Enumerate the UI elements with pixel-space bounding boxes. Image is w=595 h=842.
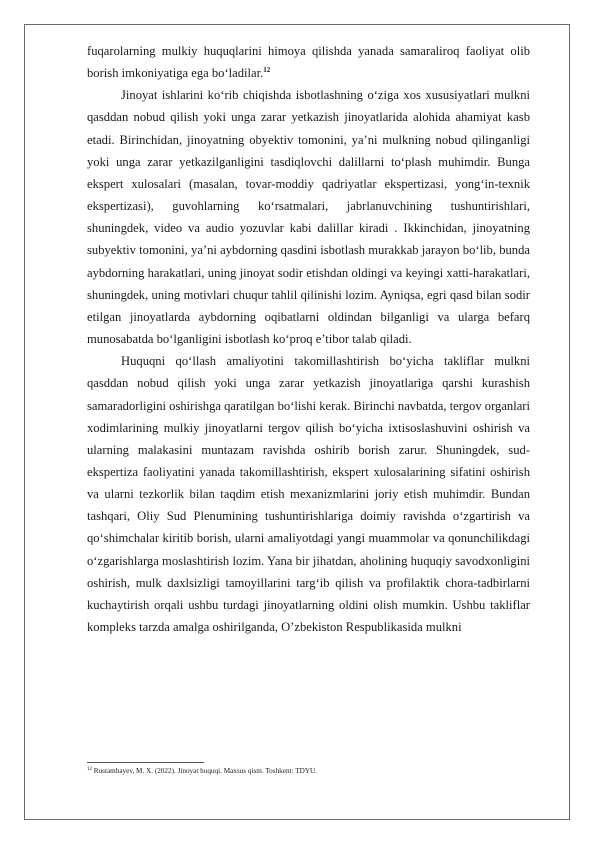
paragraph-1-text: fuqarolarning mulkiy huquqlarini himoya qilishda yanada samaraliroq faoliyat olib borish imkoniyatiga ega bo‘ladilar. [87,44,530,81]
footnote [87,766,530,776]
footnote-number: 12 [87,767,92,772]
footnote-ref[interactable]: 12 [263,66,271,75]
paragraph-2: Jinoyat ishlarini ko‘rib chiqishda isbotlashning o‘ziga xos xususiyatlari mulkni qasddan nobud qilish yoki unga zarar yetkazish jinoyatlarida alohida ahamiyat kasb etadi. Birinchidan, jinoyatning obyektiv tomonini, ya’ni mulkning nobud qilinganligi yoki unga zarar yetkazilganligini tasdiqlovchi dalillarni to‘plash muhimdir. Bunga ekspert xulosalari (masalan, tovar-moddiy qadriyatlar ekspertizasi, yong‘in-texnik ekspertizasi), guvohlarning ko‘rsatmalari, jabrlanuvchining tushuntirishlari, shuningdek, video va audio yozuvlar kabi dalillar kiradi . Ikkinchidan, jinoyatning subyektiv tomonini, ya’ni aybdorning qasdini isbotlash murakkab jarayon bo‘lib, bunda aybdorning harakatlari, uning jinoyat sodir etishdan oldingi va keyingi xatti-harakatlari, shuningdek, uning motivlari chuqur tahlil qilinishi lozim. Ayniqsa, egri qasd bilan sodir etilgan jinoyatlarda aybdorning oqibatlarni oldindan bilganligi va ularga befarq munosabatda bo‘lganligini isbotlash ko‘proq e’tibor talab qiladi. [87,88,530,347]
body-text [87,40,530,638]
footnote-divider [87,762,204,763]
paragraph-3: Huquqni qo‘llash amaliyotini takomillashtirish bo‘yicha takliflar mulkni qasddan nobud qilish yoki unga zarar yetkazish jinoyatlariga qarshi kurashish samaradorligini oshirishga qaratilgan bo‘lishi kerak. Birinchi navbatda, tergov organlari xodimlarining mulkiy jinoyatlarni tergov qilish bo‘yicha ixtisoslashuvini oshirish va ularning malakasini muntazam ravishda oshirib borish zarur. Shuningdek, sud-ekspertiza faoliyatini yanada takomillashtirish, ekspert xulosalarining sifatini oshirish va ularni tezkorlik bilan taqdim etish mexanizmlarini joriy etish muhimdir. Bundan tashqari, Oliy Sud Plenumining tushuntirishlariga doimiy ravishda o‘zgartirish va qo‘shimchalar kiritib borish, ularni amaliyotdagi yangi muammolar va qonunchilikdagi o‘zgarishlarga moslashtirish lozim. Yana bir jihatdan, aholining huquqiy savodxonligini oshirish, mulk daxlsizligi tamoyillarini targ‘ib qilish va profilaktik chora-tadbirlarni kuchaytirish orqali ushbu turdagi jinoyatlarning oldini olish mumkin. Ushbu takliflar kompleks tarzda amalga oshirilganda, O’zbekiston Respublikasida mulkni [87,354,530,635]
footnote-text: Rustambayev, M. X. (2022). Jinoyat huquqi. Maxsus qism. Toshkent: TDYU. [93,767,317,775]
paragraph-1 [87,40,530,84]
